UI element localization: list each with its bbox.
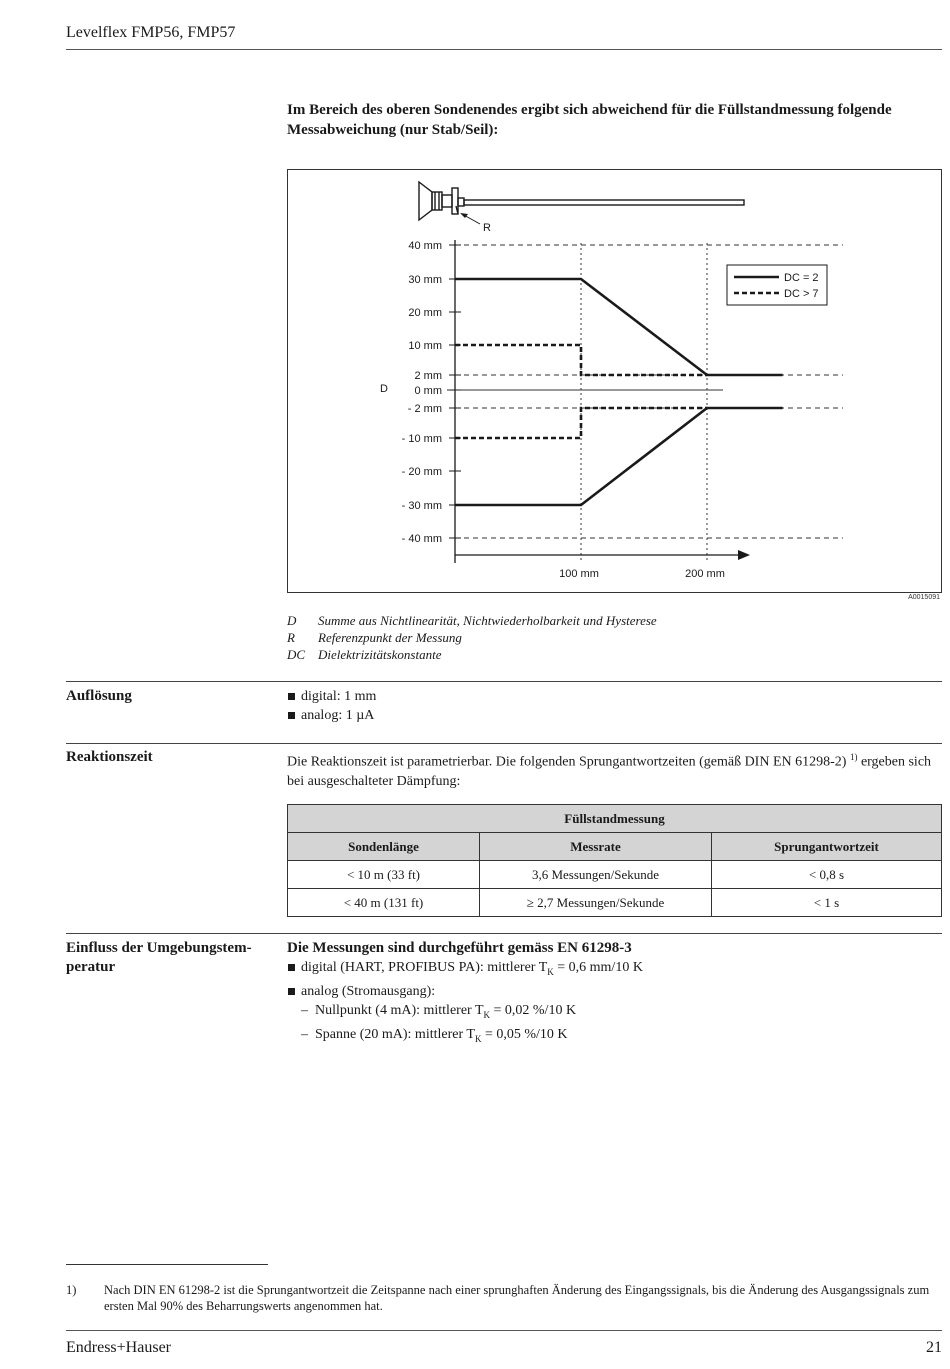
- reference-label: R: [483, 222, 491, 234]
- legend-entry-dc2: DC = 2: [784, 272, 819, 284]
- y-tick-label: - 20 mm: [401, 466, 442, 478]
- bullet-icon: [288, 712, 295, 719]
- bullet-icon: [288, 988, 295, 995]
- section-rule: [66, 681, 942, 682]
- header-rule: [66, 49, 942, 50]
- legend-row: [287, 612, 657, 629]
- table-header: Sondenlänge: [288, 833, 480, 861]
- legend-text: Dielektrizitätskonstante: [318, 647, 442, 662]
- chart-axes: [449, 240, 750, 563]
- list-item: digital (HART, PROFIBUS PA): mittlerer $T_K = 0,6$ mm/10 K: [287, 958, 943, 982]
- y-tick-label: 20 mm: [408, 307, 442, 319]
- section-rule: [66, 743, 942, 744]
- figure-legend: [287, 612, 657, 663]
- x-tick-label: 100 mm: [559, 568, 599, 580]
- bullet-icon: [288, 964, 295, 971]
- legend-key: R: [287, 630, 295, 645]
- footer-brand: Endress+Hauser: [66, 1339, 171, 1356]
- chart-x-labels: [559, 568, 725, 580]
- legend-text: Summe aus Nichtlinearität, Nichtwiederholbarkeit und Hysterese: [318, 613, 657, 628]
- chart-legend: [727, 265, 827, 305]
- list-item: – Spanne (20 mA): mittlerer $T_K = 0,05$ %/10 K: [301, 1026, 568, 1044]
- y-tick-label: - 30 mm: [401, 500, 442, 512]
- table-row: [288, 861, 942, 889]
- list-item: analog (Stromausgang):: [287, 982, 943, 1001]
- table-cell: < 10 m (33 ft): [288, 861, 480, 889]
- table-header: Sprungantwortzeit: [712, 833, 942, 861]
- footer-rule: [66, 1330, 942, 1331]
- footnote-number: 1): [66, 1283, 77, 1297]
- response-time-table: [287, 804, 942, 917]
- accuracy-chart: [288, 170, 941, 592]
- series-line-dc7-lower: [455, 408, 707, 438]
- footnote-text: Nach DIN EN 61298-2 ist die Sprungantwortzeit die Zeitspanne nach einer sprunghaften Änderung des Eingangssignals, bis die Änderung des Ausgangssignals zum ersten Mal 90% des Beharrungswerts angenommen hat.: [104, 1283, 930, 1313]
- y-tick-label: 30 mm: [408, 274, 442, 286]
- figure-id: A0015091: [908, 594, 940, 601]
- legend-key: DC: [287, 647, 306, 662]
- list-item: digital: 1 mm: [287, 687, 943, 706]
- series-line-dc7-upper: [455, 345, 707, 375]
- chart-series: [455, 279, 783, 505]
- bullet-icon: [288, 693, 295, 700]
- legend-row: [287, 629, 657, 646]
- umgebung-subtitle: Die Messungen sind durchgeführt gemäss EN 61298-3: [287, 940, 632, 956]
- legend-text: Referenzpunkt der Messung: [318, 630, 462, 645]
- chart-y-labels: [402, 240, 442, 545]
- y-tick-label: 0 mm: [414, 385, 442, 397]
- footnote-rule: [66, 1264, 268, 1265]
- dash-icon: –: [301, 1026, 308, 1042]
- y-tick-label: - 40 mm: [401, 533, 442, 545]
- section-body-aufloesung: [287, 687, 943, 725]
- table-cell: 3,6 Messungen/Sekunde: [480, 861, 712, 889]
- table-caption: Füllstandmessung: [288, 805, 942, 833]
- table-cell: < 40 m (131 ft): [288, 889, 480, 917]
- x-tick-label: 200 mm: [685, 568, 725, 580]
- section-title-aufloesung: Auflösung: [66, 688, 132, 704]
- table-row: [288, 889, 942, 917]
- x-axis-arrow-icon: [738, 550, 750, 560]
- page-number: 21: [926, 1339, 942, 1356]
- section-body-reaktionszeit: Die Reaktionszeit ist parametrierbar. Die folgenden Sprungantwortzeiten (gemäß DIN EN 61298-2) $^{1)}$ ergeben sich bei ausgeschalteter Dämpfung:: [287, 752, 932, 789]
- table-cell: ≥ 2,7 Messungen/Sekunde: [480, 889, 712, 917]
- table-cell: < 1 s: [712, 889, 942, 917]
- legend-key: D: [287, 613, 297, 628]
- legend-entry-dc7: DC > 7: [784, 288, 819, 300]
- section-body-umgebung: [287, 939, 943, 1048]
- y-tick-label: 40 mm: [408, 240, 442, 252]
- reference-arrow: [460, 213, 491, 234]
- table-header: Messrate: [480, 833, 712, 861]
- list-item: analog: 1 µA: [287, 706, 943, 725]
- accuracy-figure: [287, 169, 942, 593]
- header-title: Levelflex FMP56, FMP57: [66, 24, 236, 41]
- section-rule: [66, 933, 942, 934]
- axis-label-d: D: [380, 383, 388, 395]
- section-title-umgebung: Einfluss der Umgebungstem- peratur: [66, 940, 252, 975]
- series-line-dc2-lower: [455, 408, 783, 505]
- y-tick-label: 2 mm: [414, 370, 442, 382]
- y-tick-label: 10 mm: [408, 340, 442, 352]
- table-cell: < 0,8 s: [712, 861, 942, 889]
- footnote-ref[interactable]: 1): [849, 752, 858, 762]
- list-item: – Nullpunkt (4 mA): mittlerer $T_K = 0,02$ %/10 K: [301, 1002, 577, 1020]
- y-tick-label: - 10 mm: [401, 433, 442, 445]
- y-tick-label: - 2 mm: [407, 403, 442, 415]
- legend-row: [287, 646, 657, 663]
- dash-icon: –: [301, 1002, 308, 1018]
- intro-heading: Im Bereich des oberen Sondenendes ergibt sich abweichend für die Füllstandmessung folgende Messabweichung (nur Stab/Seil):: [287, 102, 892, 138]
- section-title-reaktionszeit: Reaktionszeit: [66, 749, 153, 765]
